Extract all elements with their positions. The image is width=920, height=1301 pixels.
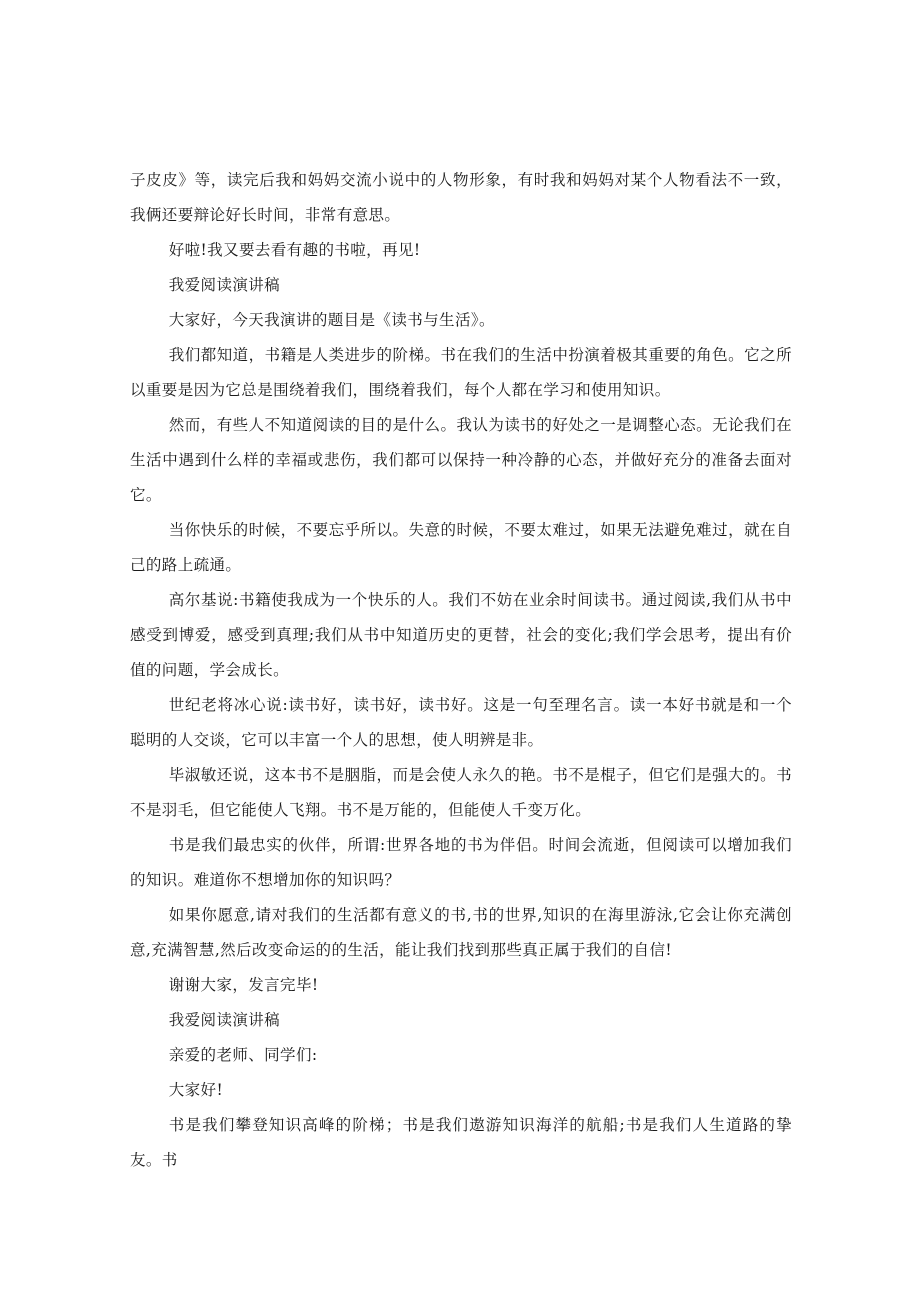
paragraph-gorky: 高尔基说:书籍使我成为一个快乐的人。我们不妨在业余时间读书。通过阅读,我们从书中感受到博爱，感受到真理;我们从书中知道历史的更替，社会的变化;我们学会思考，提出有价值的问题，学会成长。 xyxy=(130,591,792,679)
paragraph-bingxin: 世纪老将冰心说:读书好，读书好，读书好。这是一句至理名言。读一本好书就是和一个聪明的人交谈，它可以丰富一个人的思想，使人明辨是非。 xyxy=(130,696,792,749)
paragraph-thanks: 谢谢大家，发言完毕! xyxy=(168,976,319,994)
paragraph-salutation: 亲爱的老师、同学们: xyxy=(168,1046,318,1064)
paragraph-books-ladder: 我们都知道，书籍是人类进步的阶梯。书在我们的生活中扮演着极其重要的角色。它之所以重要是因为它总是围绕着我们，围绕着我们，每个人都在学习和使用知识。 xyxy=(130,346,792,399)
paragraph-books-metaphor: 书是我们攀登知识高峰的阶梯；书是我们遨游知识海洋的航船;书是我们人生道路的挚友。书 xyxy=(130,1116,792,1169)
paragraph-bishumin: 毕淑敏还说，这本书不是胭脂，而是会使人永久的艳。书不是棍子，但它们是强大的。书不是羽毛，但它能使人飞翔。书不是万能的，但能使人千变万化。 xyxy=(130,766,792,819)
paragraph-willing: 如果你愿意,请对我们的生活都有意义的书,书的世界,知识的在海里游泳,它会让你充满创意,充满智慧,然后改变命运的的生活，能让我们找到那些真正属于我们的自信! xyxy=(130,906,792,959)
paragraph-goodbye: 好啦!我又要去看有趣的书啦，再见! xyxy=(168,241,421,259)
document-body xyxy=(130,163,792,1178)
paragraph-purpose: 然而，有些人不知道阅读的目的是什么。我认为读书的好处之一是调整心态。无论我们在生活中遇到什么样的幸福或悲伤，我们都可以保持一种冷静的心态，并做好充分的准备去面对它。 xyxy=(130,416,792,504)
paragraph-happy: 当你快乐的时候，不要忘乎所以。失意的时候，不要太难过，如果无法避免难过，就在自己的路上疏通。 xyxy=(130,521,792,574)
section-title-speech-2: 我爱阅读演讲稿 xyxy=(168,1011,281,1029)
paragraph-greeting: 大家好，今天我演讲的题目是《读书与生活》。 xyxy=(168,311,495,329)
paragraph-companion: 书是我们最忠实的伙伴，所谓:世界各地的书为伴侣。时间会流逝，但阅读可以增加我们的知识。难道你不想增加你的知识吗？ xyxy=(130,836,792,889)
section-title-speech-1: 我爱阅读演讲稿 xyxy=(168,276,281,294)
paragraph-hello: 大家好! xyxy=(168,1081,224,1099)
paragraph-continuation: 子皮皮》等，读完后我和妈妈交流小说中的人物形象，有时我和妈妈对某个人物看法不一致，我俩还要辩论好长时间，非常有意思。 xyxy=(130,171,792,224)
